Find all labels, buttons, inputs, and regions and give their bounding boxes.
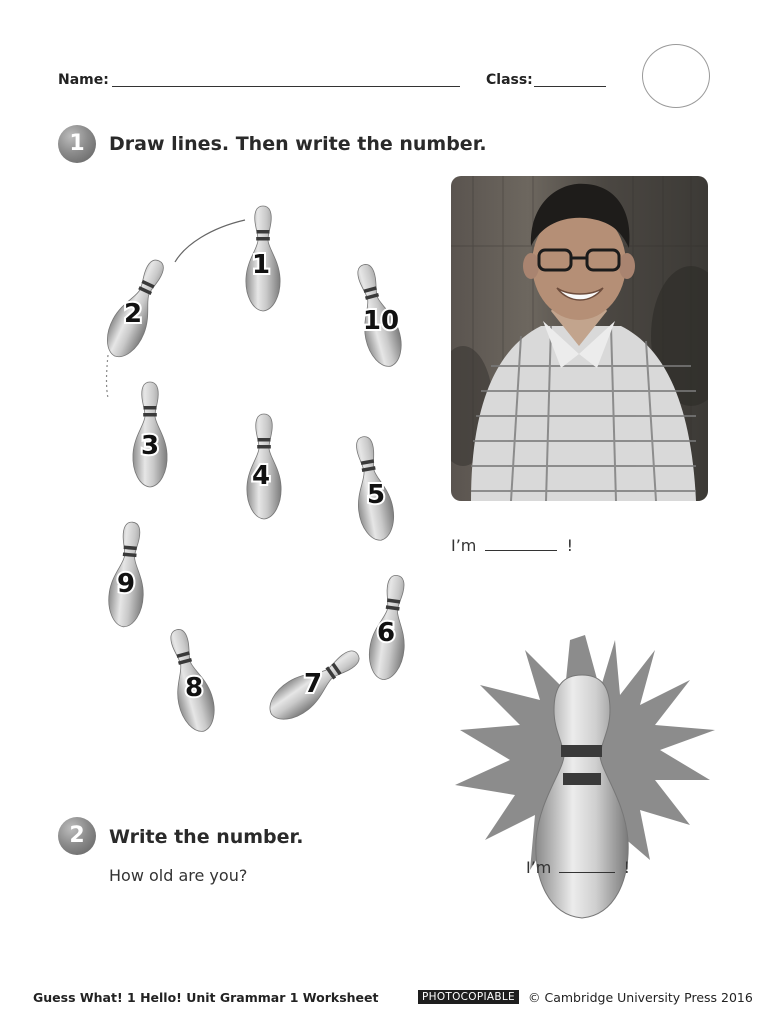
pin-label: 7	[303, 669, 323, 699]
class-field[interactable]	[534, 72, 606, 87]
boy-photo	[451, 176, 708, 501]
answer-line-2[interactable]	[559, 862, 615, 873]
question-text: How old are you?	[109, 866, 248, 885]
im-prompt-2	[526, 858, 630, 877]
pin-label: 6	[376, 618, 396, 648]
exercise-2-badge: 2	[58, 817, 96, 855]
boy-illustration	[451, 176, 708, 501]
pin-8[interactable]	[160, 625, 220, 735]
exercise-2-title: Write the number.	[109, 826, 304, 848]
pin-label: 8	[184, 673, 204, 703]
im-prefix: I’m	[451, 536, 477, 555]
name-field[interactable]	[112, 72, 460, 87]
pin-6[interactable]	[366, 573, 414, 682]
exercise-1-badge: 1	[58, 125, 96, 163]
pin-2[interactable]	[99, 254, 174, 364]
im-prompt-1	[451, 536, 573, 555]
pin-label: 5	[366, 480, 386, 510]
starburst-pin-graphic	[450, 630, 720, 930]
pin-10[interactable]	[345, 259, 413, 371]
pin-3[interactable]	[133, 382, 167, 487]
answer-line-1[interactable]	[485, 540, 557, 551]
photocopiable-badge: PHOTOCOPIABLE	[418, 990, 519, 1004]
pin-5[interactable]	[346, 434, 398, 543]
name-label: Name:	[58, 72, 109, 88]
score-circle[interactable]	[642, 44, 710, 108]
pin-label: 2	[123, 299, 143, 329]
im-suffix: !	[623, 858, 630, 877]
footer-title: Guess What! 1 Hello! Unit Grammar 1 Worksheet	[33, 990, 379, 1005]
pin-4[interactable]	[247, 414, 281, 519]
pin-label: 3	[140, 431, 160, 461]
pin-1[interactable]	[246, 206, 280, 311]
copyright: © Cambridge University Press 2016	[528, 990, 753, 1005]
im-prefix: I’m	[526, 858, 552, 877]
example-line	[175, 220, 245, 262]
pin-label: 4	[251, 461, 271, 491]
pin-9[interactable]	[106, 521, 149, 629]
pin-7[interactable]	[261, 639, 367, 728]
dotted-guide	[107, 355, 109, 398]
pin-label: 1	[251, 250, 271, 280]
exercise-1-title: Draw lines. Then write the number.	[109, 133, 487, 155]
pin-label: 10	[362, 306, 400, 336]
pins-area	[80, 190, 500, 750]
im-suffix: !	[566, 536, 573, 555]
class-label: Class:	[486, 72, 533, 88]
pin-label: 9	[116, 569, 136, 599]
